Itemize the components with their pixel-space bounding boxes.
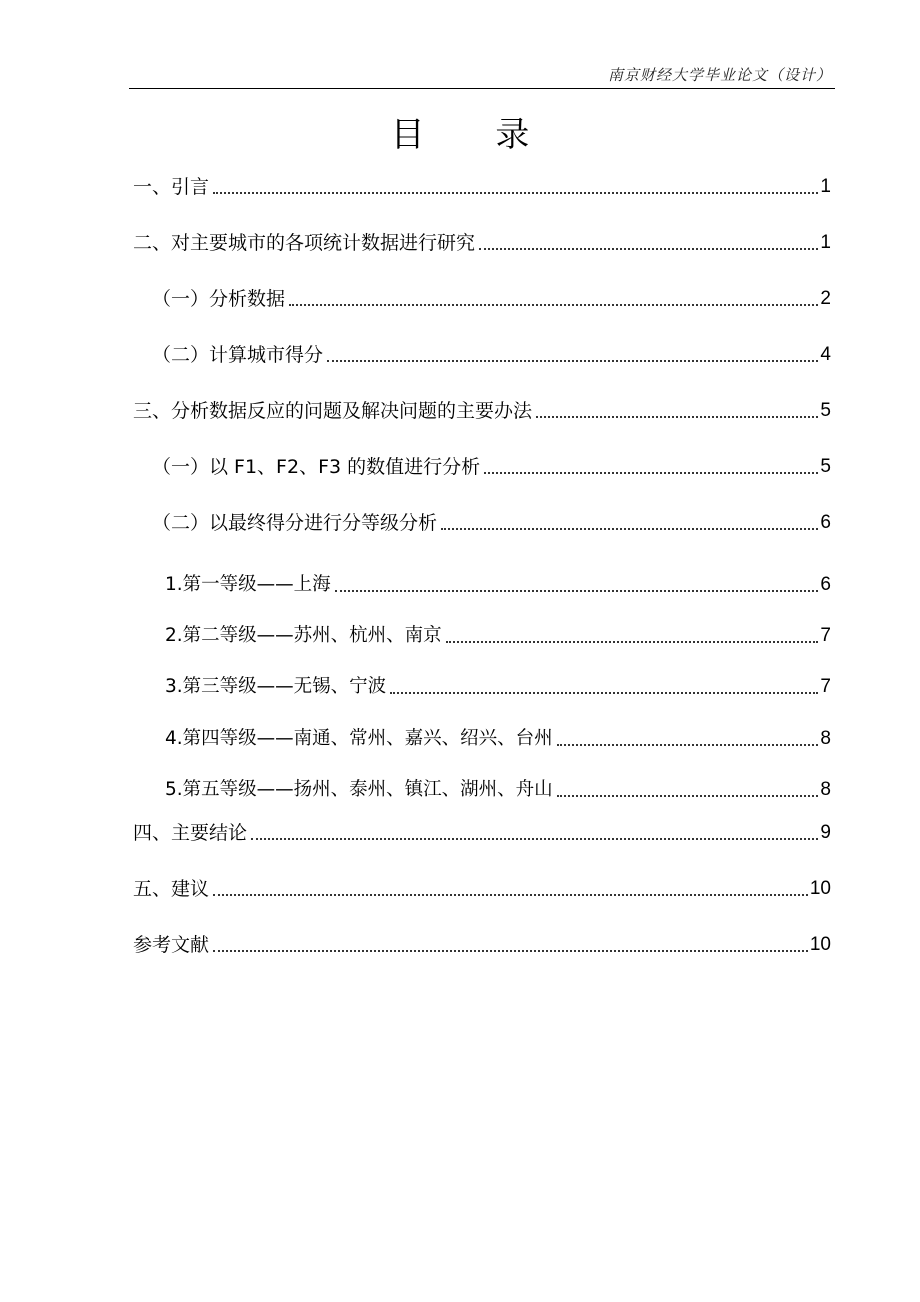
toc-entry[interactable] bbox=[133, 228, 831, 256]
toc-dot-leader bbox=[251, 838, 818, 840]
toc-entry[interactable] bbox=[165, 621, 831, 649]
toc-entry-label: 2.第二等级——苏州、杭州、南京 bbox=[165, 625, 442, 646]
toc-entry[interactable] bbox=[165, 672, 831, 700]
toc-entry-label: 一、引言 bbox=[133, 176, 210, 198]
toc-entry-page: 6 bbox=[820, 574, 831, 595]
toc-entry-page: 8 bbox=[820, 779, 831, 800]
toc-dot-leader bbox=[446, 641, 819, 643]
toc-entry-page: 6 bbox=[820, 512, 831, 533]
header-rule bbox=[129, 88, 835, 89]
toc-entry-page: 2 bbox=[820, 288, 831, 309]
toc-entry-page: 7 bbox=[820, 676, 831, 697]
toc-entry[interactable] bbox=[152, 452, 831, 480]
toc-entry-page: 5 bbox=[820, 400, 831, 421]
toc-entry-page: 7 bbox=[820, 625, 831, 646]
toc-dot-leader bbox=[390, 692, 818, 694]
toc-entry-label: （一）以 F1、F2、F3 的数值进行分析 bbox=[152, 456, 481, 478]
toc-entry[interactable] bbox=[165, 570, 831, 598]
toc-dot-leader bbox=[213, 894, 808, 896]
toc-entry-label: 3.第三等级——无锡、宁波 bbox=[165, 676, 387, 697]
toc-entry-page: 10 bbox=[809, 878, 831, 899]
toc-entry[interactable] bbox=[165, 775, 831, 803]
toc-entry-page: 1 bbox=[820, 232, 831, 253]
toc-dot-leader bbox=[484, 472, 818, 474]
toc-entry-page: 1 bbox=[820, 176, 831, 197]
toc-entry[interactable] bbox=[133, 818, 831, 846]
toc-dot-leader bbox=[327, 360, 818, 362]
toc-entry-label: 三、分析数据反应的问题及解决问题的主要办法 bbox=[133, 400, 533, 422]
toc-entry[interactable] bbox=[133, 930, 831, 958]
toc-entry[interactable] bbox=[152, 508, 831, 536]
toc-entry-page: 10 bbox=[809, 934, 831, 955]
toc-entry-label: 参考文献 bbox=[133, 934, 210, 956]
toc-dot-leader bbox=[441, 528, 818, 530]
toc-dot-leader bbox=[213, 192, 818, 194]
toc-entry-page: 8 bbox=[820, 728, 831, 749]
running-header-title: 南京财经大学毕业论文（设计） bbox=[607, 66, 832, 84]
toc-dot-leader bbox=[557, 744, 819, 746]
toc-entry-page: 9 bbox=[820, 822, 831, 843]
toc-entry-label: 4.第四等级——南通、常州、嘉兴、绍兴、台州 bbox=[165, 728, 553, 749]
toc-entry-label: 5.第五等级——扬州、泰州、镇江、湖州、舟山 bbox=[165, 779, 553, 800]
toc-entry[interactable] bbox=[133, 396, 831, 424]
toc-dot-leader bbox=[536, 416, 818, 418]
toc-entry-label: （一）分析数据 bbox=[152, 288, 286, 310]
toc-entry[interactable] bbox=[165, 724, 831, 752]
toc-title: 目 录 bbox=[390, 115, 560, 155]
toc-dot-leader bbox=[479, 248, 818, 250]
toc-entry-label: （二）计算城市得分 bbox=[152, 344, 324, 366]
toc-entry-label: 二、对主要城市的各项统计数据进行研究 bbox=[133, 232, 476, 254]
toc-entry[interactable] bbox=[133, 172, 831, 200]
toc-entry[interactable] bbox=[152, 284, 831, 312]
toc-entry-label: 五、建议 bbox=[133, 878, 210, 900]
toc-entry-page: 5 bbox=[820, 456, 831, 477]
toc-entry-label: 四、主要结论 bbox=[133, 822, 248, 844]
toc-entry-label: 1.第一等级——上海 bbox=[165, 574, 331, 595]
toc-entry-page: 4 bbox=[820, 344, 831, 365]
toc-entry-label: （二）以最终得分进行分等级分析 bbox=[152, 512, 438, 534]
toc-dot-leader bbox=[335, 590, 819, 592]
toc-entry[interactable] bbox=[133, 874, 831, 902]
toc-dot-leader bbox=[557, 795, 819, 797]
toc-dot-leader bbox=[289, 304, 818, 306]
toc-entry[interactable] bbox=[152, 340, 831, 368]
toc-dot-leader bbox=[213, 950, 808, 952]
